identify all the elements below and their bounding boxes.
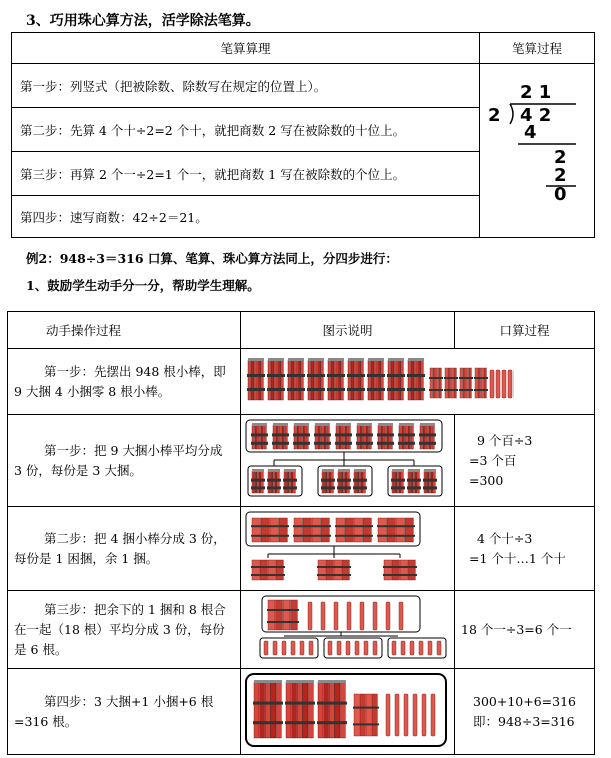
step-3: 第三步：再算 2 个一÷2=1 个一，就把商数 1 写在被除数的个位上。	[12, 152, 480, 196]
row-3-text	[8, 507, 241, 591]
row-1-diagram	[241, 349, 595, 415]
row-5-label: 第四步：3 大捆+1 小捆+6 根=316 根。	[14, 693, 214, 729]
encourage-text: 1、鼓励学生动手分一分，帮助学生理解。	[26, 278, 260, 293]
big-bundle-icon	[391, 469, 405, 493]
calc-line: 9 个百÷3	[477, 432, 533, 448]
stick-icon	[282, 641, 286, 655]
small-bundle-icon	[335, 518, 373, 542]
big-bundle-icon	[247, 358, 265, 400]
written-division-table	[11, 32, 595, 238]
calc-line: 300+10+6=316	[473, 693, 576, 709]
big-bundle-icon	[377, 423, 394, 449]
step-1: 第一步：列竖式（把被除数、除数写在规定的位置上）。	[12, 64, 480, 108]
result-316-figure	[244, 672, 450, 748]
big-bundle-icon	[353, 469, 367, 493]
small-bundle-icon	[317, 560, 351, 580]
dividend: 4 2	[520, 105, 552, 126]
small-bundle-icon	[267, 600, 299, 630]
row-2-diagram	[241, 415, 455, 507]
stick-icon	[404, 694, 408, 736]
col-header-operation: 动手操作过程	[8, 312, 241, 349]
stick-icon	[395, 694, 399, 736]
big-bundle-icon	[272, 423, 289, 449]
row-3-calc	[455, 507, 595, 591]
example-2-text: 例2：948÷3＝316 口算、笔算、珠心算方法同上，分四步进行：	[26, 251, 398, 266]
stick-icon	[401, 641, 405, 655]
stick-icon	[337, 641, 341, 655]
calc-line: 4 个十÷3	[477, 530, 533, 546]
stick-icon	[364, 641, 368, 655]
stick-icon	[264, 641, 268, 655]
subtract-2: 2	[554, 165, 567, 186]
small-bundle-icon	[429, 368, 443, 398]
stick-icon	[422, 694, 426, 736]
big-bundle-icon	[285, 680, 315, 738]
row-1-text	[8, 349, 241, 415]
stick-icon	[386, 602, 390, 630]
stick-icon	[502, 370, 506, 398]
row-4-text	[8, 591, 241, 669]
calc-line: =300	[469, 472, 504, 488]
stick-icon	[347, 602, 351, 630]
row-2-label: 第一步：把 9 大捆小棒平均分成 3 份，每份是 3 大捆。	[14, 442, 223, 478]
split-tens-figure	[244, 510, 450, 584]
stick-icon	[496, 370, 500, 398]
row-4-calc	[455, 591, 595, 669]
stick-icon	[355, 641, 359, 655]
stick-icon	[328, 641, 332, 655]
step-2: 第二步：先算 4 个十÷2=2 个十，就把商数 2 写在被除数的十位上。	[12, 108, 480, 152]
stick-icon	[508, 370, 512, 398]
remainder-2: 0	[554, 184, 567, 205]
stick-icon	[360, 602, 364, 630]
stick-icon	[437, 641, 441, 655]
hands-on-table	[7, 311, 595, 755]
stick-icon	[490, 370, 494, 398]
big-bundle-icon	[287, 358, 305, 400]
col-header-diagram: 图示说明	[241, 312, 455, 349]
six-sticks-each	[264, 641, 441, 655]
big-bundle-icon	[367, 358, 385, 400]
stick-icon	[386, 694, 390, 736]
stick-icon	[346, 641, 350, 655]
big-bundle-icon	[337, 469, 351, 493]
row-5-calc	[455, 669, 595, 755]
stick-icon	[373, 641, 377, 655]
row-5-text	[8, 669, 241, 755]
small-bundle-icon	[353, 694, 379, 736]
stick-icon	[300, 641, 304, 655]
small-bundle-icon	[251, 560, 285, 580]
big-bundle-icon	[251, 423, 268, 449]
col-header-process: 笔算过程	[480, 33, 595, 64]
big-bundle-icon	[293, 423, 310, 449]
stick-icon	[428, 641, 432, 655]
big-bundle-icon	[407, 469, 421, 493]
division-bracket	[510, 104, 513, 124]
row-4-diagram	[241, 591, 455, 669]
sticks-948-figure	[244, 354, 514, 406]
stick-icon	[308, 602, 312, 630]
stick-icon	[309, 641, 313, 655]
big-bundle-icon	[407, 358, 425, 400]
remainder-1: 2	[554, 147, 567, 168]
calc-line: =3 个百	[469, 452, 517, 468]
step-4: 第四步：速写商数：42÷2＝21。	[12, 196, 480, 238]
big-bundle-icon	[321, 469, 335, 493]
big-bundle-icon	[307, 358, 325, 400]
stick-icon	[392, 641, 396, 655]
big-bundle-icon	[283, 469, 297, 493]
big-bundle-icon	[335, 423, 352, 449]
quotient: 2 1	[520, 82, 552, 103]
big-bundle-icon	[423, 469, 437, 493]
big-bundle-icon	[253, 680, 283, 738]
big-bundle-icon	[314, 423, 331, 449]
col-header-principle: 笔算算理	[12, 33, 480, 64]
stick-icon	[419, 641, 423, 655]
result-sticks	[253, 680, 435, 738]
four-bundles	[251, 518, 415, 542]
stick-icon	[291, 641, 295, 655]
divisor: 2	[488, 105, 501, 126]
small-bundle-icon	[474, 368, 488, 398]
row-5-diagram	[241, 669, 455, 755]
row-2-text	[8, 415, 241, 507]
section-title: 3、巧用珠心算方法，活学除法笔算。	[26, 13, 260, 29]
row-2-calc	[455, 415, 595, 507]
small-bundle-icon	[293, 518, 331, 542]
nine-bundles	[251, 423, 436, 449]
row-1-label: 第一步：先摆出 948 根小棒，即 9 大捆 4 小捆零 8 根小棒。	[14, 363, 226, 399]
small-bundle-icon	[459, 368, 473, 398]
stick-icon	[399, 602, 403, 630]
stick-icon	[413, 694, 417, 736]
bundle-and-sticks	[267, 600, 403, 630]
split-ones-figure	[244, 594, 450, 662]
stick-icon	[410, 641, 414, 655]
big-bundle-icon	[317, 680, 347, 738]
stick-icon	[273, 641, 277, 655]
calc-line: 18 个一÷3=6 个一	[461, 621, 572, 637]
calc-line: 即：948÷3=316	[473, 713, 575, 729]
split-hundreds-figure	[244, 418, 450, 500]
big-bundle-icon	[419, 423, 436, 449]
small-bundle-icon	[377, 518, 415, 542]
big-bundle-icon	[267, 469, 281, 493]
small-bundle-icon	[251, 518, 289, 542]
small-bundle-icon	[383, 560, 417, 580]
big-bundle-icon	[347, 358, 365, 400]
big-bundle-icon	[251, 469, 265, 493]
stick-icon	[373, 602, 377, 630]
big-bundle-icon	[387, 358, 405, 400]
row-4-label: 第三步：把余下的 1 捆和 8 根合在一起（18 根）平均分成 3 份，每份是 6 根。	[14, 601, 226, 657]
big-bundle-icon	[267, 358, 285, 400]
col-header-mental: 口算过程	[455, 312, 595, 349]
big-bundles	[247, 358, 514, 400]
row-3-diagram	[241, 507, 455, 591]
stick-icon	[334, 602, 338, 630]
one-bundle-each	[251, 560, 417, 580]
calc-line: =1 个十…1 个十	[469, 550, 566, 566]
small-bundle-icon	[444, 368, 458, 398]
stick-icon	[431, 694, 435, 736]
stick-icon	[321, 602, 325, 630]
subtract-1: 4	[524, 122, 537, 143]
row-3-label: 第二步：把 4 捆小棒分成 3 份，每份是 1 困捆，余 1 捆。	[14, 530, 226, 566]
long-division-figure	[480, 64, 594, 234]
long-division-cell	[480, 64, 595, 238]
big-bundle-icon	[356, 423, 373, 449]
three-groups	[251, 469, 437, 493]
big-bundle-icon	[398, 423, 415, 449]
big-bundle-icon	[327, 358, 345, 400]
